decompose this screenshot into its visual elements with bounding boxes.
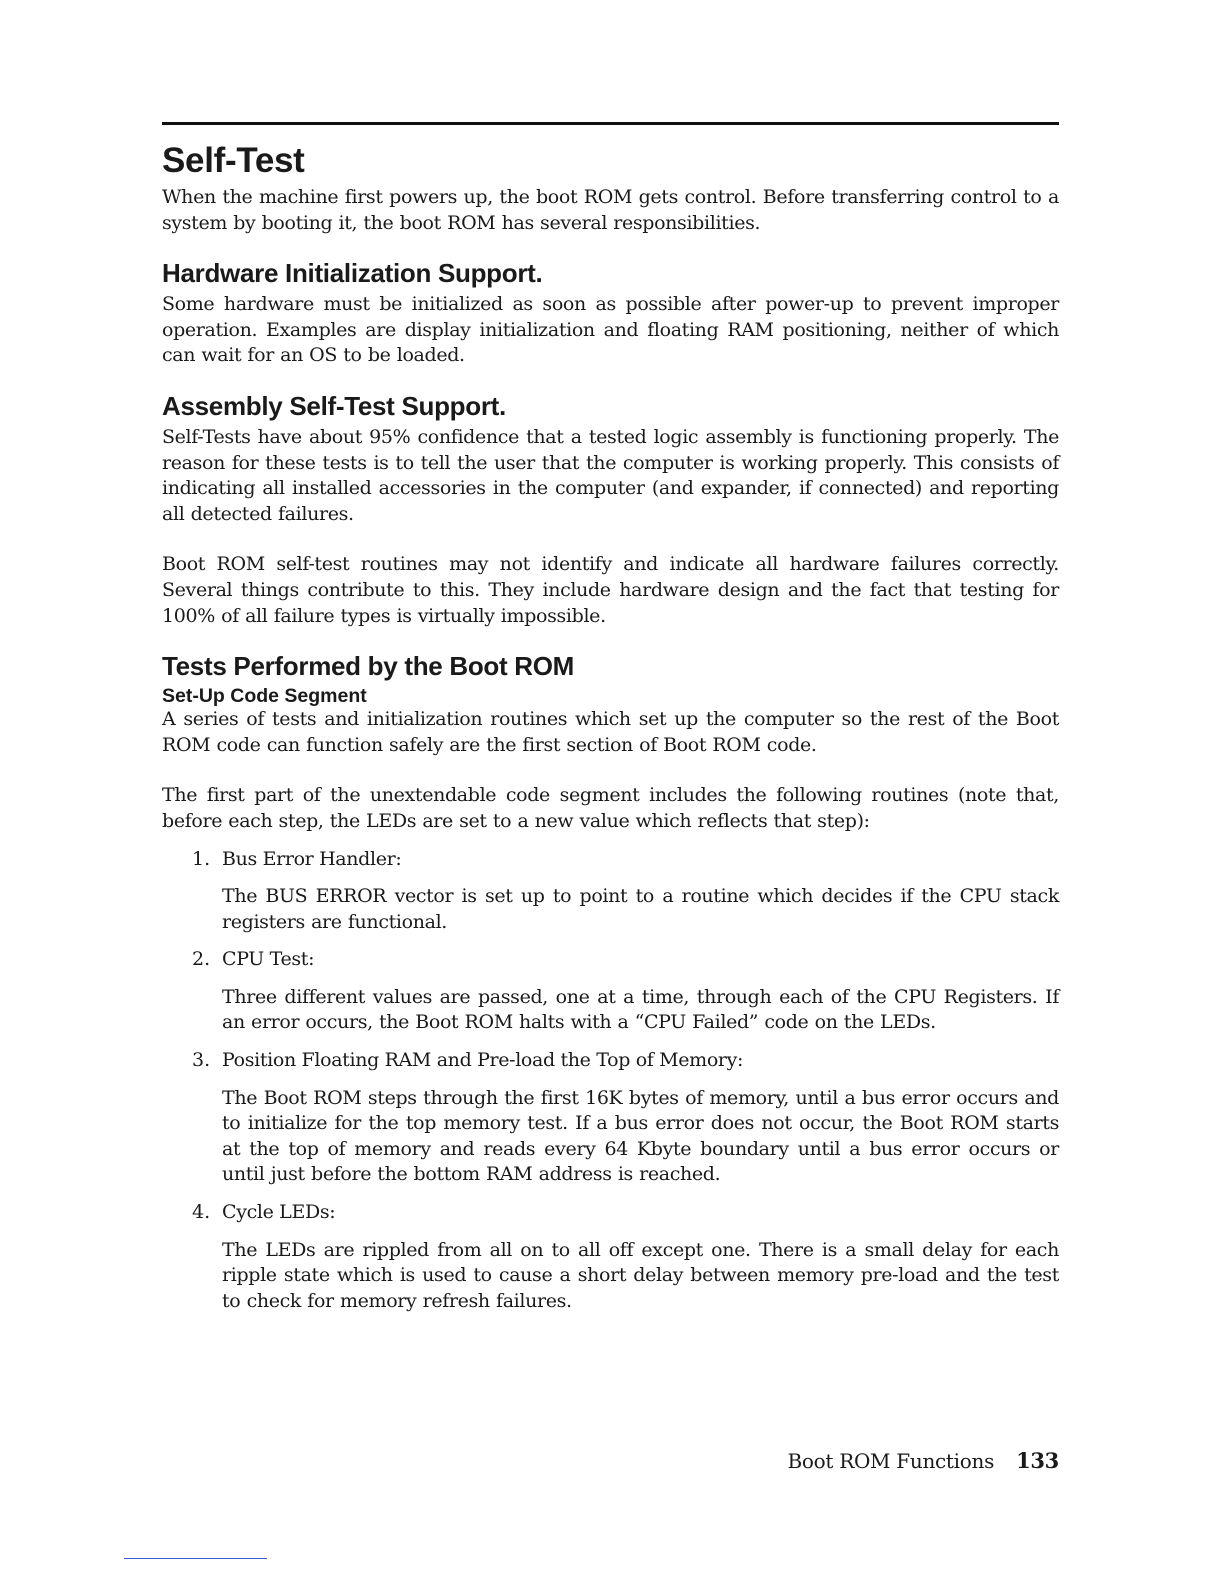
list-item-body: Three different values are passed, one at a time, through each of the CPU Registers. If an error occurs, the Boot ROM halts with a “CPU Failed” code on the LEDs.	[222, 985, 1059, 1034]
intro-paragraph: When the machine first powers up, the boot ROM gets control. Before transferring control to a system by booting it, the boot ROM has several responsibilities.	[162, 186, 1059, 234]
page-title: Self-Test	[162, 141, 305, 180]
list-item-body: The LEDs are rippled from all on to all off except one. There is a small delay for each ripple state which is used to cause a short delay between memory pre-load and the test to check for memory refresh failures.	[222, 1238, 1059, 1312]
list-item	[162, 847, 1059, 936]
list-item-body: The BUS ERROR vector is set up to point to a routine which decides if the CPU stack registers are functional.	[222, 885, 1059, 933]
section-paragraph: Boot ROM self-test routines may not identify and indicate all hardware failures correctly. Several things contribute to this. They include hardware design and the fact that testing for 100% of all failure types is virtually impossible.	[162, 553, 1059, 627]
top-rule	[162, 122, 1059, 125]
list-item-title: Position Floating RAM and Pre-load the Top of Memory:	[222, 1049, 744, 1072]
routines-list	[162, 847, 1059, 1315]
bottom-rule	[124, 1558, 267, 1559]
list-item-number: 4.	[192, 1201, 211, 1224]
section-paragraph: A series of tests and initialization routines which set up the computer so the rest of the Boot ROM code can function safely are the first section of Boot ROM code.	[162, 708, 1059, 756]
list-item-title: Bus Error Handler:	[222, 847, 402, 870]
list-item	[162, 1048, 1059, 1188]
list-item-body: The Boot ROM steps through the first 16K bytes of memory, until a bus error occurs and to initialize for the top memory test. If a bus error does not occur, the Boot ROM starts at the top of memory and reads every 64 Kbyte boundary until a bus error occurs or until just before the bottom RAM address is reached.	[222, 1086, 1059, 1186]
section-subheading: Set-Up Code Segment	[162, 685, 367, 708]
list-item-title: Cycle LEDs:	[222, 1201, 336, 1224]
section-assembly-self-test	[162, 391, 1059, 629]
page-content	[162, 122, 1059, 1314]
section-paragraph: The first part of the unextendable code segment includes the following routines (note that, before each step, the LEDs are set to a new value which reflects that step):	[162, 784, 1059, 832]
list-item-number: 1.	[192, 847, 211, 870]
page-number: 133	[1016, 1448, 1059, 1473]
section-heading: Tests Performed by the Boot ROM	[162, 651, 575, 682]
section-paragraph: Self-Tests have about 95% confidence that a tested logic assembly is functioning properly. The reason for these tests is to tell the user that the computer is working properly. This consists of indicating all installed accessories in the computer (and expander, if connected) and reporting all detected failures.	[162, 425, 1059, 525]
list-item	[162, 1200, 1059, 1314]
section-hardware-initialization	[162, 258, 1059, 369]
footer-chapter-title: Boot ROM Functions	[787, 1449, 995, 1473]
list-item	[162, 947, 1059, 1036]
section-paragraph: Some hardware must be initialized as soon as possible after power-up to prevent improper operation. Examples are display initialization and floating RAM positioning, neither of which can wait for an OS to be loaded.	[162, 293, 1059, 367]
list-item-number: 2.	[192, 948, 211, 971]
page-footer	[788, 1448, 1059, 1474]
section-heading: Hardware Initialization Support.	[162, 258, 543, 289]
section-heading: Assembly Self-Test Support.	[162, 390, 506, 421]
list-item-title: CPU Test:	[222, 948, 315, 971]
section-tests-performed	[162, 651, 1059, 1314]
list-item-number: 3.	[192, 1049, 211, 1072]
